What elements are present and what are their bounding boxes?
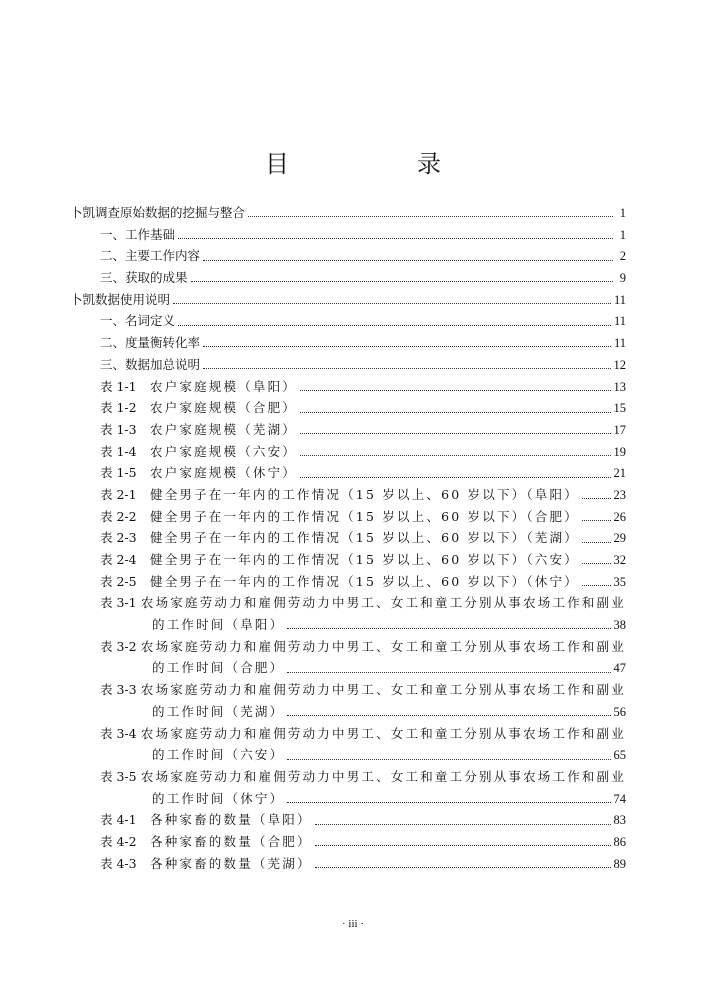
toc-entry-title: 健全男子在一年内的工作情况（15 岁以上、60 岁以下）（阜阳） — [150, 486, 579, 502]
toc-entry-number: 表 1-3 — [100, 421, 137, 437]
toc-entry-title: 健全男子在一年内的工作情况（15 岁以上、60 岁以下）（休宁） — [150, 573, 579, 589]
toc-entry-title: 一、工作基础 — [100, 226, 176, 242]
toc-entry-page: 26 — [613, 509, 626, 524]
toc-entry-page: 83 — [613, 813, 626, 828]
toc-entry-title: 的工作时间（芜湖） — [152, 703, 285, 719]
toc-entry-page: 35 — [613, 574, 626, 589]
toc-entry[interactable] — [70, 397, 626, 419]
toc-entry-number: 表 1-2 — [100, 400, 137, 416]
toc-entry-number: 表 1-4 — [100, 443, 137, 459]
toc-entry[interactable] — [70, 723, 626, 745]
toc-entry-number: 表 2-2 — [100, 508, 137, 524]
dot-leader — [178, 325, 611, 326]
toc-entry-title: 卜凯调查原始数据的挖掘与整合 — [70, 205, 246, 220]
toc-entry[interactable] — [70, 310, 626, 332]
dot-leader — [300, 390, 610, 391]
toc-entry-page: 74 — [613, 791, 626, 806]
toc-entry[interactable] — [70, 289, 626, 311]
toc-entry-title: 的工作时间（六安） — [152, 747, 285, 763]
dot-leader — [582, 585, 611, 586]
dot-leader — [203, 368, 610, 369]
toc-entry-page: 65 — [613, 748, 626, 763]
toc-entry-title: 农户家庭规模（芜湖） — [150, 421, 298, 437]
toc-entry-number: 表 4-1 — [100, 812, 137, 828]
page-title: 目 录 — [265, 150, 493, 178]
toc-entry[interactable] — [70, 853, 626, 875]
toc-entry[interactable] — [70, 657, 626, 679]
dot-leader — [173, 303, 611, 304]
toc-entry[interactable] — [70, 441, 626, 463]
toc-entry[interactable] — [70, 267, 626, 289]
dot-leader — [300, 412, 610, 413]
toc-entry-page: 2 — [619, 249, 626, 264]
toc-entry[interactable] — [70, 376, 626, 398]
dot-leader — [582, 520, 611, 521]
toc-entry-page: 9 — [619, 271, 626, 286]
toc-entry-title: 农场家庭劳动力和雇佣劳动力中男工、女工和童工分别从事农场工作和副业 — [140, 768, 626, 784]
toc-entry-title: 各种家畜的数量（合肥） — [150, 833, 312, 849]
toc-entry-title: 农场家庭劳动力和雇佣劳动力中男工、女工和童工分别从事农场工作和副业 — [140, 682, 626, 698]
toc-entry-number: 表 3-3 — [100, 682, 137, 698]
toc-entry[interactable] — [70, 571, 626, 593]
toc-entry[interactable] — [70, 462, 626, 484]
dot-leader — [582, 563, 611, 564]
toc-entry[interactable] — [70, 332, 626, 354]
dot-leader — [582, 542, 611, 543]
toc-entry-page: 32 — [613, 553, 626, 567]
toc-entry-page: 11 — [613, 314, 626, 329]
toc-entry-title: 卜凯数据使用说明 — [70, 291, 171, 307]
toc-entry-number: 表 4-3 — [100, 855, 137, 871]
toc-entry-number: 表 1-1 — [100, 378, 137, 394]
toc-entry-number: 表 1-5 — [100, 465, 137, 481]
table-of-contents — [70, 202, 626, 874]
dot-leader — [287, 759, 610, 760]
toc-entry-page: 38 — [613, 618, 626, 633]
dot-leader — [203, 346, 611, 347]
toc-entry-title: 各种家畜的数量（芜湖） — [150, 855, 312, 871]
toc-entry-title: 三、数据加总说明 — [100, 356, 201, 372]
toc-entry[interactable] — [70, 549, 626, 571]
toc-entry-title: 二、主要工作内容 — [100, 248, 201, 264]
toc-entry-title: 农户家庭规模（阜阳） — [150, 378, 298, 394]
toc-entry-title: 农户家庭规模（休宁） — [150, 465, 298, 481]
toc-entry-title: 农户家庭规模（合肥） — [150, 400, 298, 416]
toc-entry[interactable] — [70, 614, 626, 636]
toc-entry[interactable] — [70, 766, 626, 788]
toc-entry[interactable] — [70, 224, 626, 246]
toc-entry-page: 12 — [613, 357, 626, 372]
toc-entry-title: 一、名词定义 — [100, 313, 176, 329]
toc-entry-page: 11 — [613, 336, 626, 351]
toc-entry-title: 健全男子在一年内的工作情况（15 岁以上、60 岁以下）（六安） — [150, 552, 579, 567]
toc-entry-title: 健全男子在一年内的工作情况（15 岁以上、60 岁以下）（合肥） — [150, 508, 579, 524]
toc-entry[interactable] — [70, 636, 626, 658]
toc-entry-page: 1 — [619, 227, 626, 242]
dot-leader — [287, 715, 610, 716]
dot-leader — [287, 802, 610, 803]
toc-entry-page: 15 — [613, 401, 626, 416]
toc-entry[interactable] — [70, 527, 626, 549]
dot-leader — [315, 845, 611, 846]
page-number: · iii · — [342, 918, 364, 930]
toc-entry-number: 表 2-5 — [100, 573, 137, 589]
toc-entry-title: 的工作时间（休宁） — [152, 790, 285, 806]
toc-entry-page: 17 — [613, 422, 626, 437]
toc-entry[interactable] — [70, 679, 626, 701]
toc-entry-number: 表 3-2 — [100, 638, 137, 654]
toc-entry[interactable] — [70, 592, 626, 614]
toc-entry-page: 1 — [619, 206, 626, 220]
toc-entry[interactable] — [70, 788, 626, 810]
toc-entry-page: 23 — [613, 487, 626, 502]
toc-entry-page: 21 — [613, 466, 626, 481]
dot-leader — [315, 824, 611, 825]
dot-leader — [178, 238, 613, 239]
dot-leader — [315, 867, 611, 868]
toc-entry[interactable] — [70, 484, 626, 506]
toc-entry-title: 农户家庭规模（六安） — [150, 443, 298, 459]
dot-leader — [300, 433, 610, 434]
toc-entry-page: 19 — [613, 444, 626, 459]
toc-entry-page: 86 — [613, 834, 626, 849]
toc-entry[interactable] — [70, 701, 626, 723]
toc-entry-title: 的工作时间（合肥） — [152, 660, 285, 676]
toc-entry-title: 的工作时间（阜阳） — [152, 617, 285, 633]
toc-entry-title: 农场家庭劳动力和雇佣劳动力中男工、女工和童工分别从事农场工作和副业 — [140, 595, 626, 611]
toc-entry-title: 农场家庭劳动力和雇佣劳动力中男工、女工和童工分别从事农场工作和副业 — [140, 725, 626, 741]
toc-entry-number: 表 2-1 — [100, 486, 137, 502]
toc-entry-number: 表 4-2 — [100, 833, 137, 849]
dot-leader — [203, 260, 613, 261]
toc-entry-number: 表 2-4 — [100, 552, 137, 567]
toc-entry-number: 表 2-3 — [100, 530, 137, 546]
toc-entry[interactable] — [70, 354, 626, 376]
toc-entry[interactable] — [70, 202, 626, 224]
toc-entry-title: 各种家畜的数量（阜阳） — [150, 812, 312, 828]
toc-entry[interactable] — [70, 506, 626, 528]
dot-leader — [287, 628, 610, 629]
toc-entry-title: 二、度量衡转化率 — [100, 335, 201, 351]
dot-leader — [582, 498, 611, 499]
toc-entry-page: 29 — [613, 531, 626, 546]
dot-leader — [248, 216, 613, 217]
dot-leader — [300, 477, 610, 478]
toc-entry-page: 13 — [613, 379, 626, 394]
toc-entry-title: 三、获取的成果 — [100, 270, 188, 286]
toc-entry-page: 56 — [613, 704, 626, 719]
toc-entry-number: 表 3-1 — [100, 595, 137, 611]
toc-entry-number: 表 3-5 — [100, 768, 137, 784]
toc-entry[interactable] — [70, 831, 626, 853]
toc-entry-title: 健全男子在一年内的工作情况（15 岁以上、60 岁以下）（芜湖） — [150, 530, 579, 546]
toc-entry-page: 89 — [613, 856, 626, 871]
toc-entry-page: 47 — [613, 661, 626, 676]
toc-entry[interactable] — [70, 809, 626, 831]
toc-entry[interactable] — [70, 245, 626, 267]
toc-entry[interactable] — [70, 744, 626, 766]
dot-leader — [287, 672, 610, 673]
toc-entry-title: 农场家庭劳动力和雇佣劳动力中男工、女工和童工分别从事农场工作和副业 — [140, 638, 626, 654]
toc-entry[interactable] — [70, 419, 626, 441]
toc-entry-number: 表 3-4 — [100, 725, 137, 741]
toc-entry-page: 11 — [613, 292, 626, 307]
dot-leader — [191, 281, 613, 282]
dot-leader — [300, 455, 610, 456]
